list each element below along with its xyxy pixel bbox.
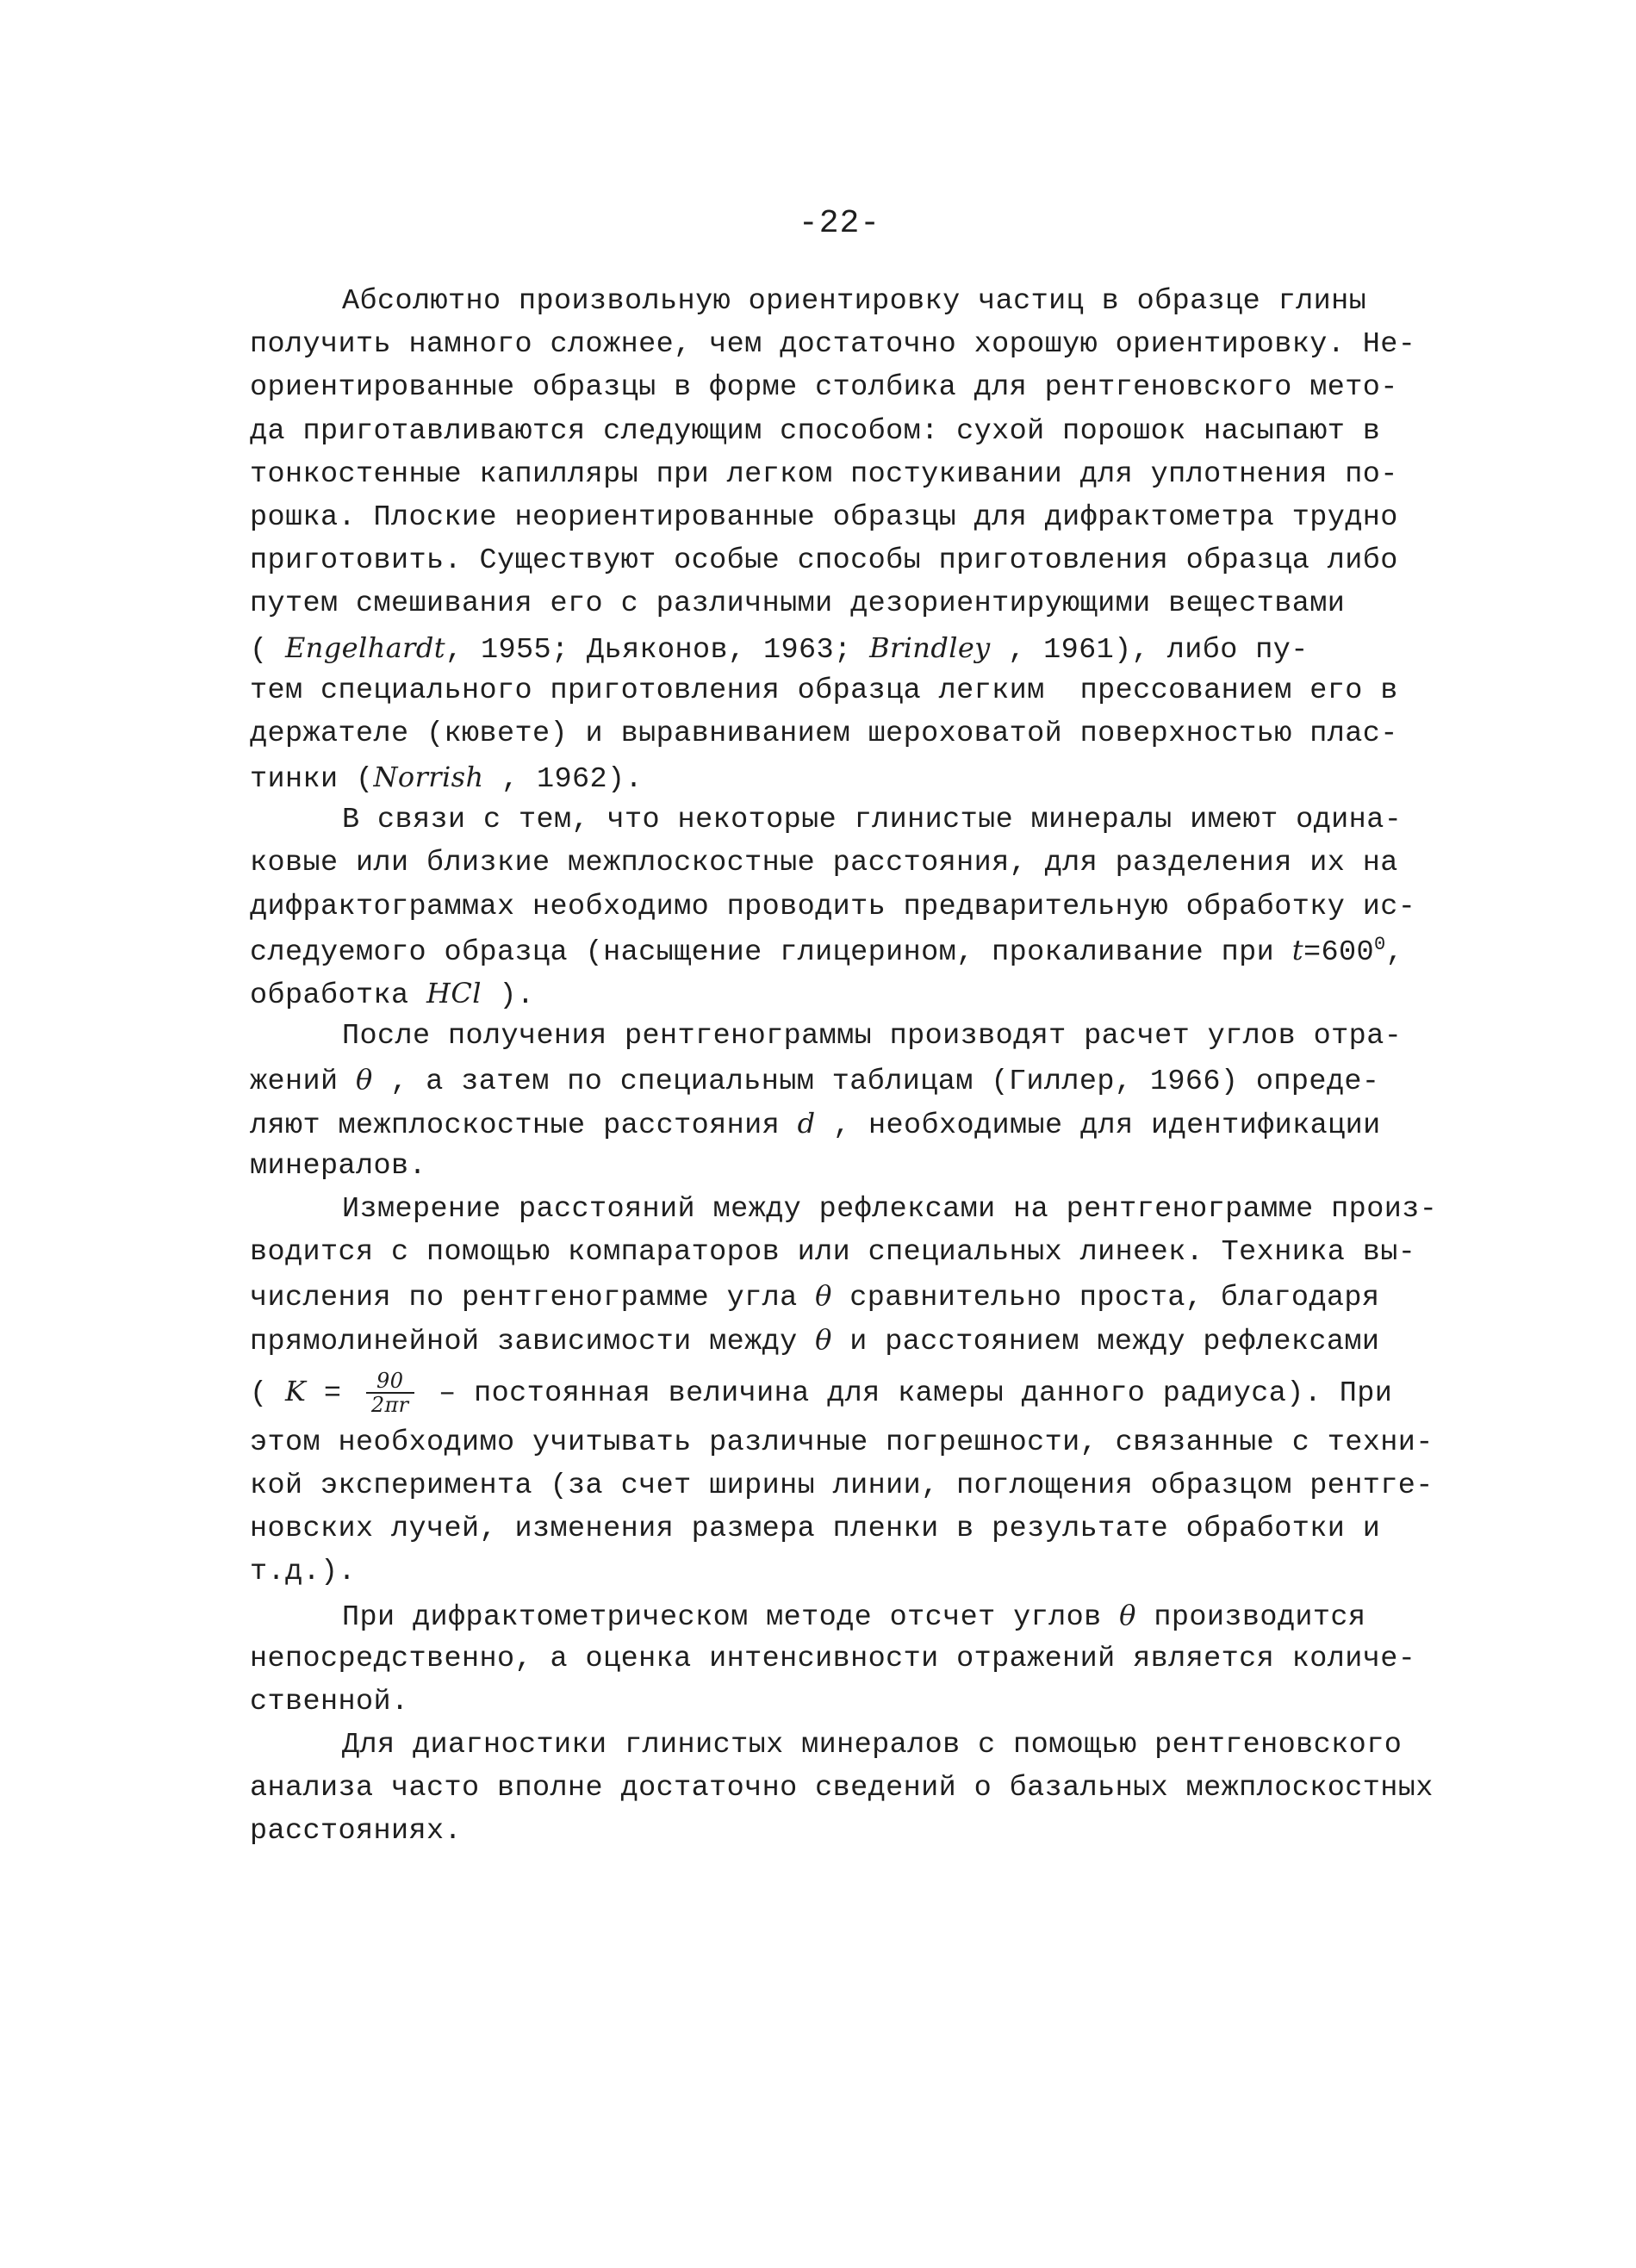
text-fragment: , 1962).: [483, 763, 643, 797]
handwritten-symbol: θ: [815, 1322, 832, 1356]
handwritten-symbol: θ: [815, 1279, 832, 1313]
handwritten-author: Norrish: [373, 761, 484, 794]
text-fragment: жений: [250, 1066, 357, 1099]
handwritten-author: Brindley: [869, 631, 991, 664]
text-line: Для диагностики глинистых минералов с помощью рентгеновского: [342, 1729, 1403, 1762]
text-fragment: и расстоянием между рефлексами: [831, 1325, 1380, 1358]
page-number: -22-: [798, 205, 881, 242]
citation-line: [250, 626, 1447, 669]
handwritten-formula: HCl: [426, 977, 482, 1010]
formula-line: [250, 1361, 1447, 1421]
paragraph-1: [250, 280, 1447, 798]
fraction: [366, 1370, 414, 1416]
text-line: рошка. Плоские неориентированные образцы для дифрактометра трудно: [250, 500, 1398, 534]
text-line: ориентированные образцы в форме столбика для рентгеновского мето-: [250, 371, 1398, 405]
text-line: дифрактограммах необходимо проводить предварительную обработку ис-: [250, 890, 1416, 923]
text-line: [250, 1102, 1447, 1145]
handwritten-symbol: t: [1291, 933, 1303, 966]
text-fragment: , а затем по специальным таблицам (Гиллер, 1966) опреде-: [372, 1066, 1380, 1099]
text-fragment: обработка: [250, 979, 427, 1012]
text-line: да приготавливаются следующим способом: сухой порошок насыпают в: [250, 414, 1381, 448]
text-fragment: ).: [481, 979, 535, 1012]
text-line: получить намного сложнее, чем достаточно хорошую ориентировку. Не-: [250, 328, 1416, 362]
text-line: ковые или близкие межплоскостные расстояния, для разделения их на: [250, 847, 1398, 880]
text-line: новских лучей, изменения размера пленки в результате обработки и: [250, 1513, 1381, 1546]
paragraph-3: [250, 1015, 1447, 1188]
handwritten-symbol: θ: [1119, 1599, 1136, 1632]
text-line: путем смешивания его с различными дезориентирующими веществами: [250, 587, 1346, 621]
text-line: минералов.: [250, 1149, 427, 1183]
text-line: т.д.).: [250, 1556, 357, 1589]
text-line: этом необходимо учитывать различные погрешности, связанные с техни-: [250, 1426, 1434, 1459]
text-fragment: , 1955; Дьяконов, 1963;: [445, 633, 870, 667]
body-text: [250, 280, 1447, 1854]
text-line: Абсолютно произвольную ориентировку частиц в образце глины: [342, 285, 1367, 318]
paragraph-5: [250, 1594, 1447, 1724]
text-line: [250, 972, 1447, 1015]
text-line: непосредственно, а оценка интенсивности отражений является количе-: [250, 1642, 1416, 1675]
text-line: водится с помощью компараторов или специальных линеек. Техника вы-: [250, 1236, 1416, 1270]
handwritten-author: Engelhardt: [285, 631, 445, 664]
degree-sign: 0: [1373, 933, 1386, 955]
text-line: приготовить. Существуют особые способы приготовления образца либо: [250, 544, 1398, 578]
text-line: [250, 1594, 1447, 1637]
text-line: Измерение расстояний между рефлексами на рентгенограмме произ-: [342, 1192, 1438, 1226]
fraction-denominator: 2πr: [366, 1392, 414, 1416]
text-fragment: следуемого образца (насыщение глицерином, прокаливание при: [250, 935, 1292, 969]
text-line: В связи с тем, что некоторые глинистые минералы имеют одина-: [342, 804, 1403, 837]
text-fragment: При дифрактометрическом методе отсчет углов: [342, 1601, 1120, 1635]
text-fragment: (: [250, 1376, 286, 1410]
temperature-line: [250, 929, 1447, 972]
text-fragment: , необходимые для идентификации: [815, 1109, 1381, 1142]
handwritten-symbol: K: [285, 1374, 307, 1407]
paragraph-4: [250, 1188, 1447, 1594]
text-fragment: прямолинейной зависимости между: [250, 1325, 816, 1358]
text-line: держателе (кювете) и выравниванием шероховатой поверхностью плас-: [250, 717, 1398, 750]
text-fragment: (: [250, 633, 286, 667]
text-line: После получения рентгенограммы производят расчет углов отра-: [342, 1020, 1403, 1053]
text-fragment: , 1961), либо пу-: [990, 633, 1309, 667]
text-fragment: числения по рентгенограмме угла: [250, 1282, 816, 1315]
text-fragment: производится: [1135, 1601, 1366, 1635]
text-fragment: ляют межплоскостные расстояния: [250, 1109, 798, 1142]
text-line: кой эксперимента (за счет ширины линии, поглощения образцом рентге-: [250, 1469, 1434, 1502]
text-fragment: ,: [1385, 935, 1404, 969]
text-fragment: тинки (: [250, 763, 374, 797]
temperature-value: =600: [1303, 935, 1374, 969]
handwritten-symbol: θ: [356, 1063, 373, 1097]
text-fragment: – постоянная величина для камеры данного радиуса). При: [420, 1376, 1393, 1410]
handwritten-symbol: d: [797, 1106, 816, 1140]
paragraph-2: [250, 798, 1447, 1015]
text-line: [250, 1058, 1447, 1101]
text-fragment: сравнительно проста, благодаря: [831, 1282, 1380, 1315]
paragraph-6: [250, 1724, 1447, 1854]
text-fragment: =: [306, 1376, 359, 1410]
text-line: ственной.: [250, 1685, 409, 1718]
text-line: тем специального приготовления образца легким прессованием его в: [250, 674, 1398, 707]
citation-line: [250, 755, 1447, 798]
fraction-numerator: 90: [376, 1368, 404, 1393]
text-line: анализа часто вполне достаточно сведений о базальных межплоскостных: [250, 1772, 1434, 1805]
text-line: [250, 1274, 1447, 1317]
text-line: тонкостенные капилляры при легком постукивании для уплотнения по-: [250, 457, 1398, 491]
text-line: расстояниях.: [250, 1815, 463, 1849]
text-line: [250, 1318, 1447, 1361]
